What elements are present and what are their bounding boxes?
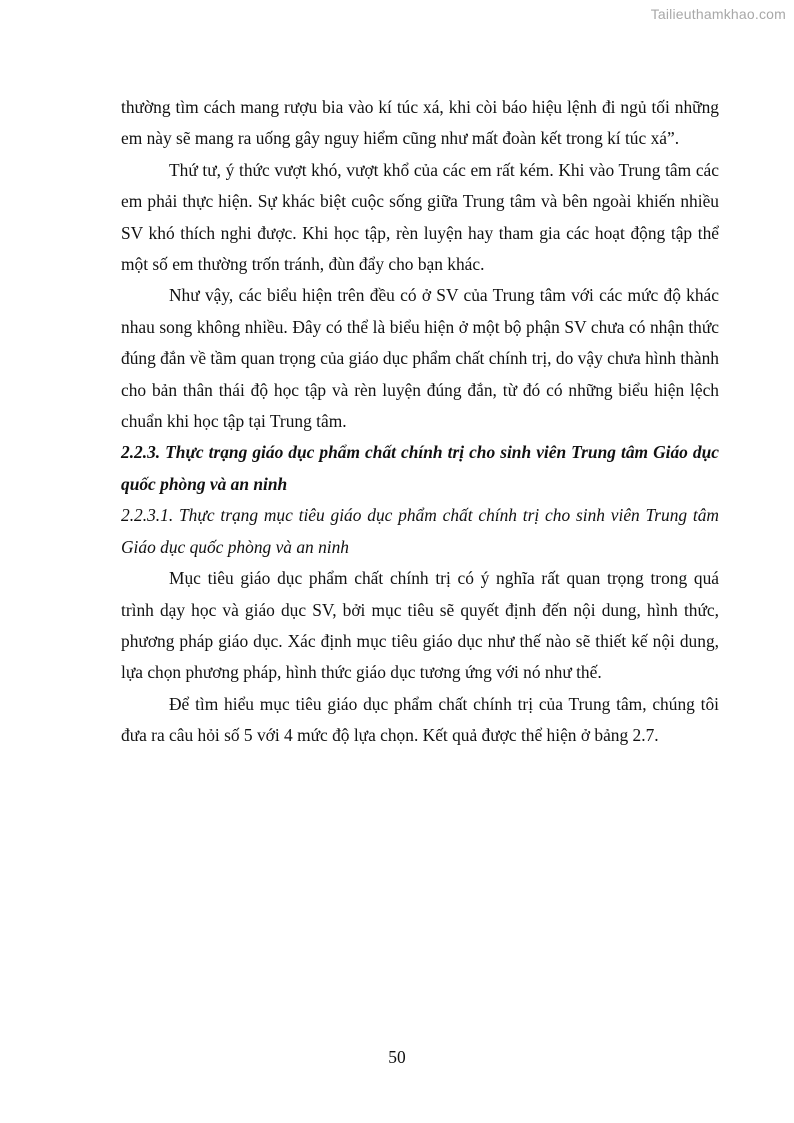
section-heading-2-2-3: 2.2.3. Thực trạng giáo dục phẩm chất chính trị cho sinh viên Trung tâm Giáo dục quốc phòng và an ninh	[121, 442, 719, 494]
paragraph-fourth-point: Thứ tư, ý thức vượt khó, vượt khổ của các em rất kém. Khi vào Trung tâm các em phải thực hiện. Sự khác biệt cuộc sống giữa Trung tâm và bên ngoài khiến nhiều SV khó thích nghi được. Khi học tập, rèn luyện hay tham gia các hoạt động tập thể một số em thường trốn tránh, đùn đẩy cho bạn khác.	[121, 159, 719, 275]
paragraph-continuation: thường tìm cách mang rượu bia vào kí túc xá, khi còi báo hiệu lệnh đi ngủ tối những em này sẽ mang ra uống gây nguy hiểm cũng như mất đoàn kết trong kí túc xá”.	[121, 97, 719, 149]
subsection-heading-2-2-3-1: 2.2.3.1. Thực trạng mục tiêu giáo dục phẩm chất chính trị cho sinh viên Trung tâm Giáo dục quốc phòng và an ninh	[121, 505, 719, 557]
paragraph-objective-importance: Mục tiêu giáo dục phẩm chất chính trị có ý nghĩa rất quan trọng trong quá trình dạy học và giáo dục SV, bởi mục tiêu sẽ quyết định đến nội dung, hình thức, phương pháp giáo dục. Xác định mục tiêu giáo dục như thế nào sẽ thiết kế nội dung, lựa chọn phương pháp, hình thức giáo dục tương ứng với nó như thế.	[121, 568, 719, 683]
paragraph-survey-intro: Để tìm hiểu mục tiêu giáo dục phẩm chất chính trị của Trung tâm, chúng tôi đưa ra câu hỏi số 5 với 4 mức độ lựa chọn. Kết quả được thể hiện ở bảng 2.7.	[121, 693, 719, 746]
document-body	[121, 92, 719, 752]
paragraph-summary: Như vậy, các biểu hiện trên đều có ở SV của Trung tâm với các mức độ khác nhau song không nhiều. Đây có thể là biểu hiện ở một bộ phận SV chưa có nhận thức đúng đắn về tầm quan trọng của giáo dục phẩm chất chính trị, do vậy chưa hình thành cho bản thân thái độ học tập và rèn luyện đúng đắn, từ đó có những biểu hiện lệch chuẩn khi học tập tại Trung tâm.	[121, 285, 719, 432]
watermark-text: Tailieuthamkhao.com	[650, 6, 786, 22]
page-number: 50	[388, 1047, 406, 1067]
